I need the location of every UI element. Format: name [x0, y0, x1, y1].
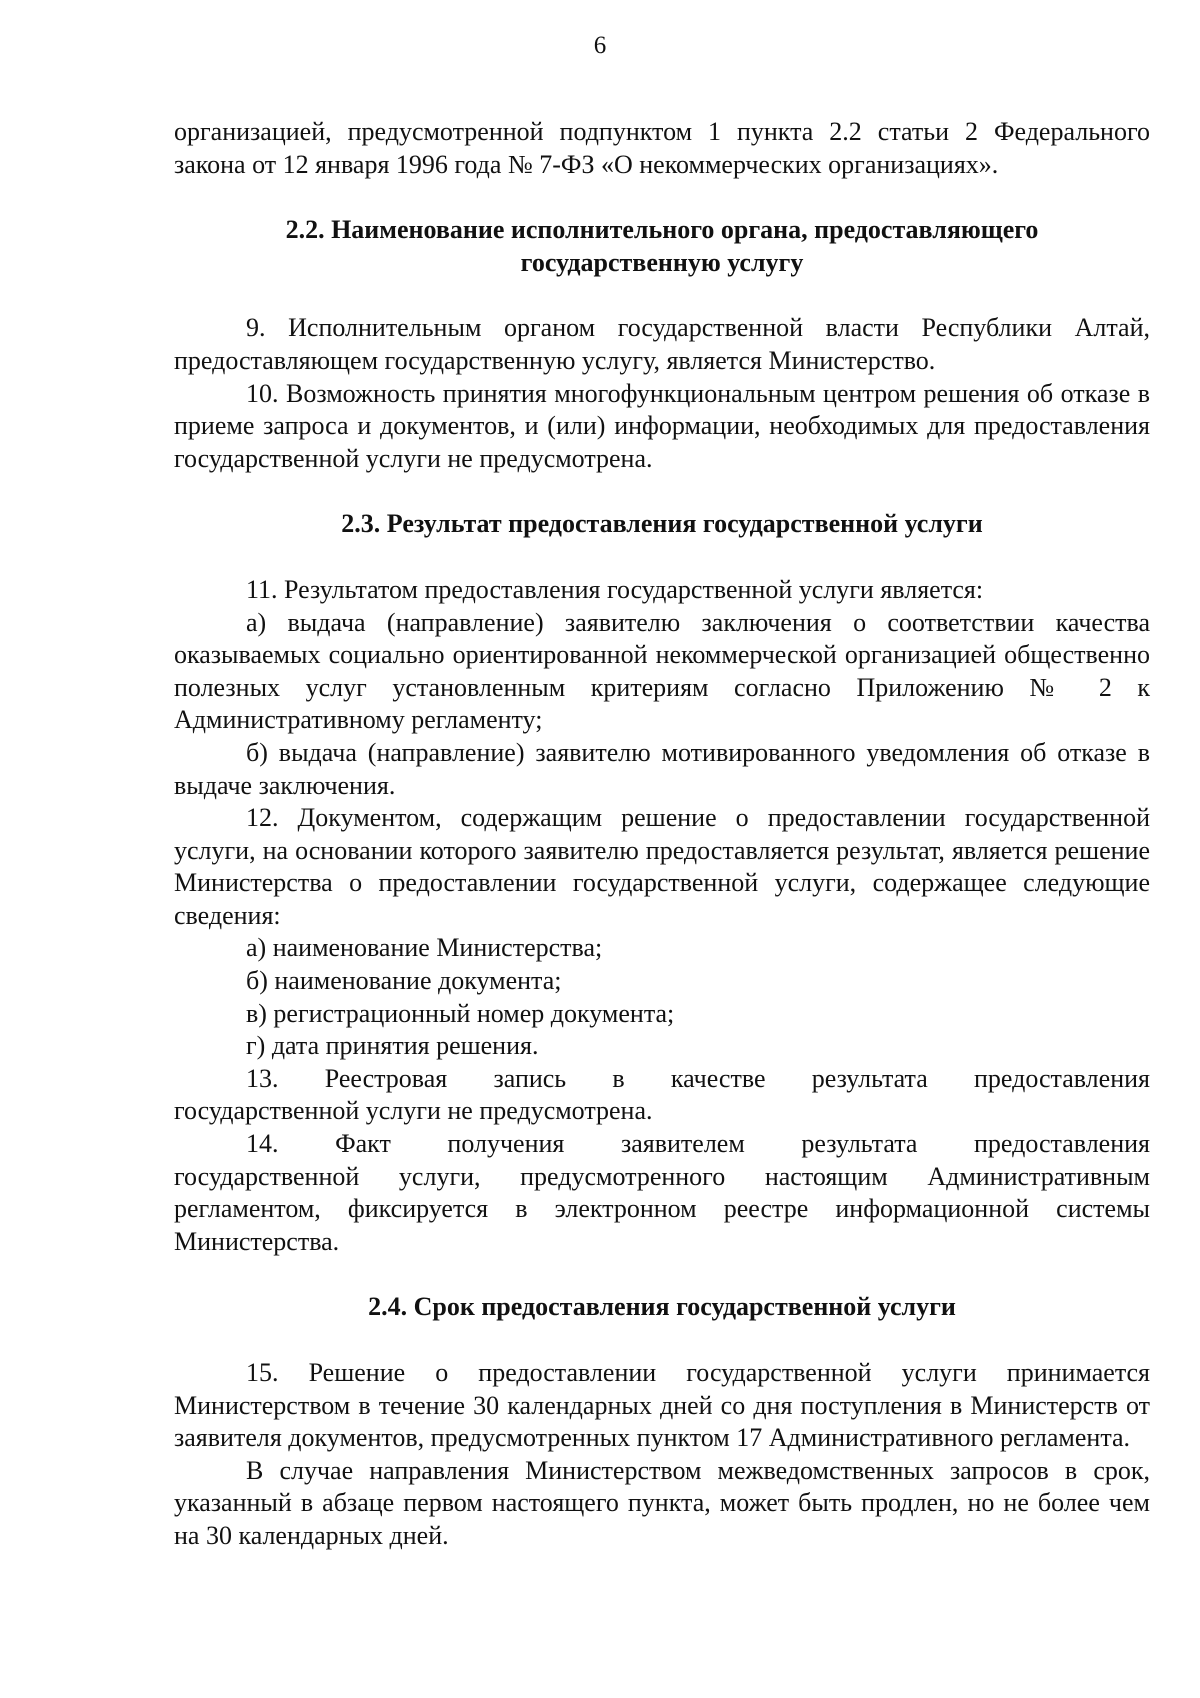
document-body — [174, 116, 1150, 1553]
paragraph-10: 10. Возможность принятия многофункциональным центром решения об отказе в приеме запроса и документов, и (или) информации, необходимых для предоставления государственной услуги не предусмотрена. — [174, 378, 1150, 473]
paragraph-15: 15. Решение о предоставлении государственной услуги принимается Министерством в течение 30 календарных дней со дня поступления в Министерств от заявителя документов, предусмотренных пунктом 17 Административного регламента. — [174, 1358, 1150, 1453]
section-heading-2-2-line2: государственную услугу — [520, 247, 804, 277]
paragraph-12-d: г) дата принятия решения. — [246, 1031, 539, 1061]
spacer — [174, 541, 1150, 574]
paragraph-12-a: а) наименование Министерства; — [246, 933, 603, 963]
paragraph-15-second: В случае направления Министерством межведомственных запросов в срок, указанный в абзаце первом настоящего пункта, может быть продлен, но не более чем на 30 календарных дней. — [174, 1455, 1150, 1550]
paragraph-11: 11. Результатом предоставления государственной услуги является: — [246, 574, 984, 604]
spacer — [174, 181, 1150, 214]
paragraph-12-c: в) регистрационный номер документа; — [246, 998, 675, 1028]
paragraph-14-line1: 14. Факт получения заявителем результата предоставления — [246, 1129, 1150, 1159]
paragraph-14-rest: государственной услуги, предусмотренного настоящим Административным регламентом, фиксируется в электронном реестре информационной системы Министерства. — [174, 1161, 1150, 1256]
section-heading-2-3: 2.3. Результат предоставления государственной услуги — [341, 509, 983, 539]
spacer — [174, 279, 1150, 312]
paragraph-13-line2: государственной услуги не предусмотрена. — [174, 1096, 653, 1126]
paragraph-11-b: б) выдача (направление) заявителю мотивированного уведомления об отказе в выдаче заключения. — [174, 737, 1150, 800]
paragraph-intro: организацией, предусмотренной подпунктом 1 пункта 2.2 статьи 2 Федерального закона от 12 января 1996 года № 7-ФЗ «О некоммерческих организациях». — [174, 117, 1150, 179]
spacer — [174, 1258, 1150, 1291]
spacer — [174, 1324, 1150, 1357]
paragraph-11-a: а) выдача (направление) заявителю заключения о соответствии качества оказываемых социально ориентированной некоммерческой организацией общественно полезных услуг установленным критериям согласно Приложению № 2 к Административному регламенту; — [174, 607, 1150, 735]
spacer — [174, 475, 1150, 508]
page-number: 6 — [593, 32, 607, 59]
paragraph-12: 12. Документом, содержащим решение о предоставлении государственной услуги, на основании которого заявителю предоставляется результат, является решение Министерства о предоставлении государственной услуги, содержащее следующие сведения: — [174, 803, 1150, 930]
section-heading-2-4: 2.4. Срок предоставления государственной услуги — [368, 1292, 956, 1322]
paragraph-13-line1: 13. Реестровая запись в качестве результата предоставления — [246, 1063, 1150, 1093]
paragraph-12-b: б) наименование документа; — [246, 966, 562, 996]
section-heading-2-2-line1: 2.2. Наименование исполнительного органа, предоставляющего — [285, 215, 1039, 245]
paragraph-9: 9. Исполнительным органом государственной власти Республики Алтай, предоставляющем государственную услугу, является Министерство. — [174, 313, 1150, 375]
